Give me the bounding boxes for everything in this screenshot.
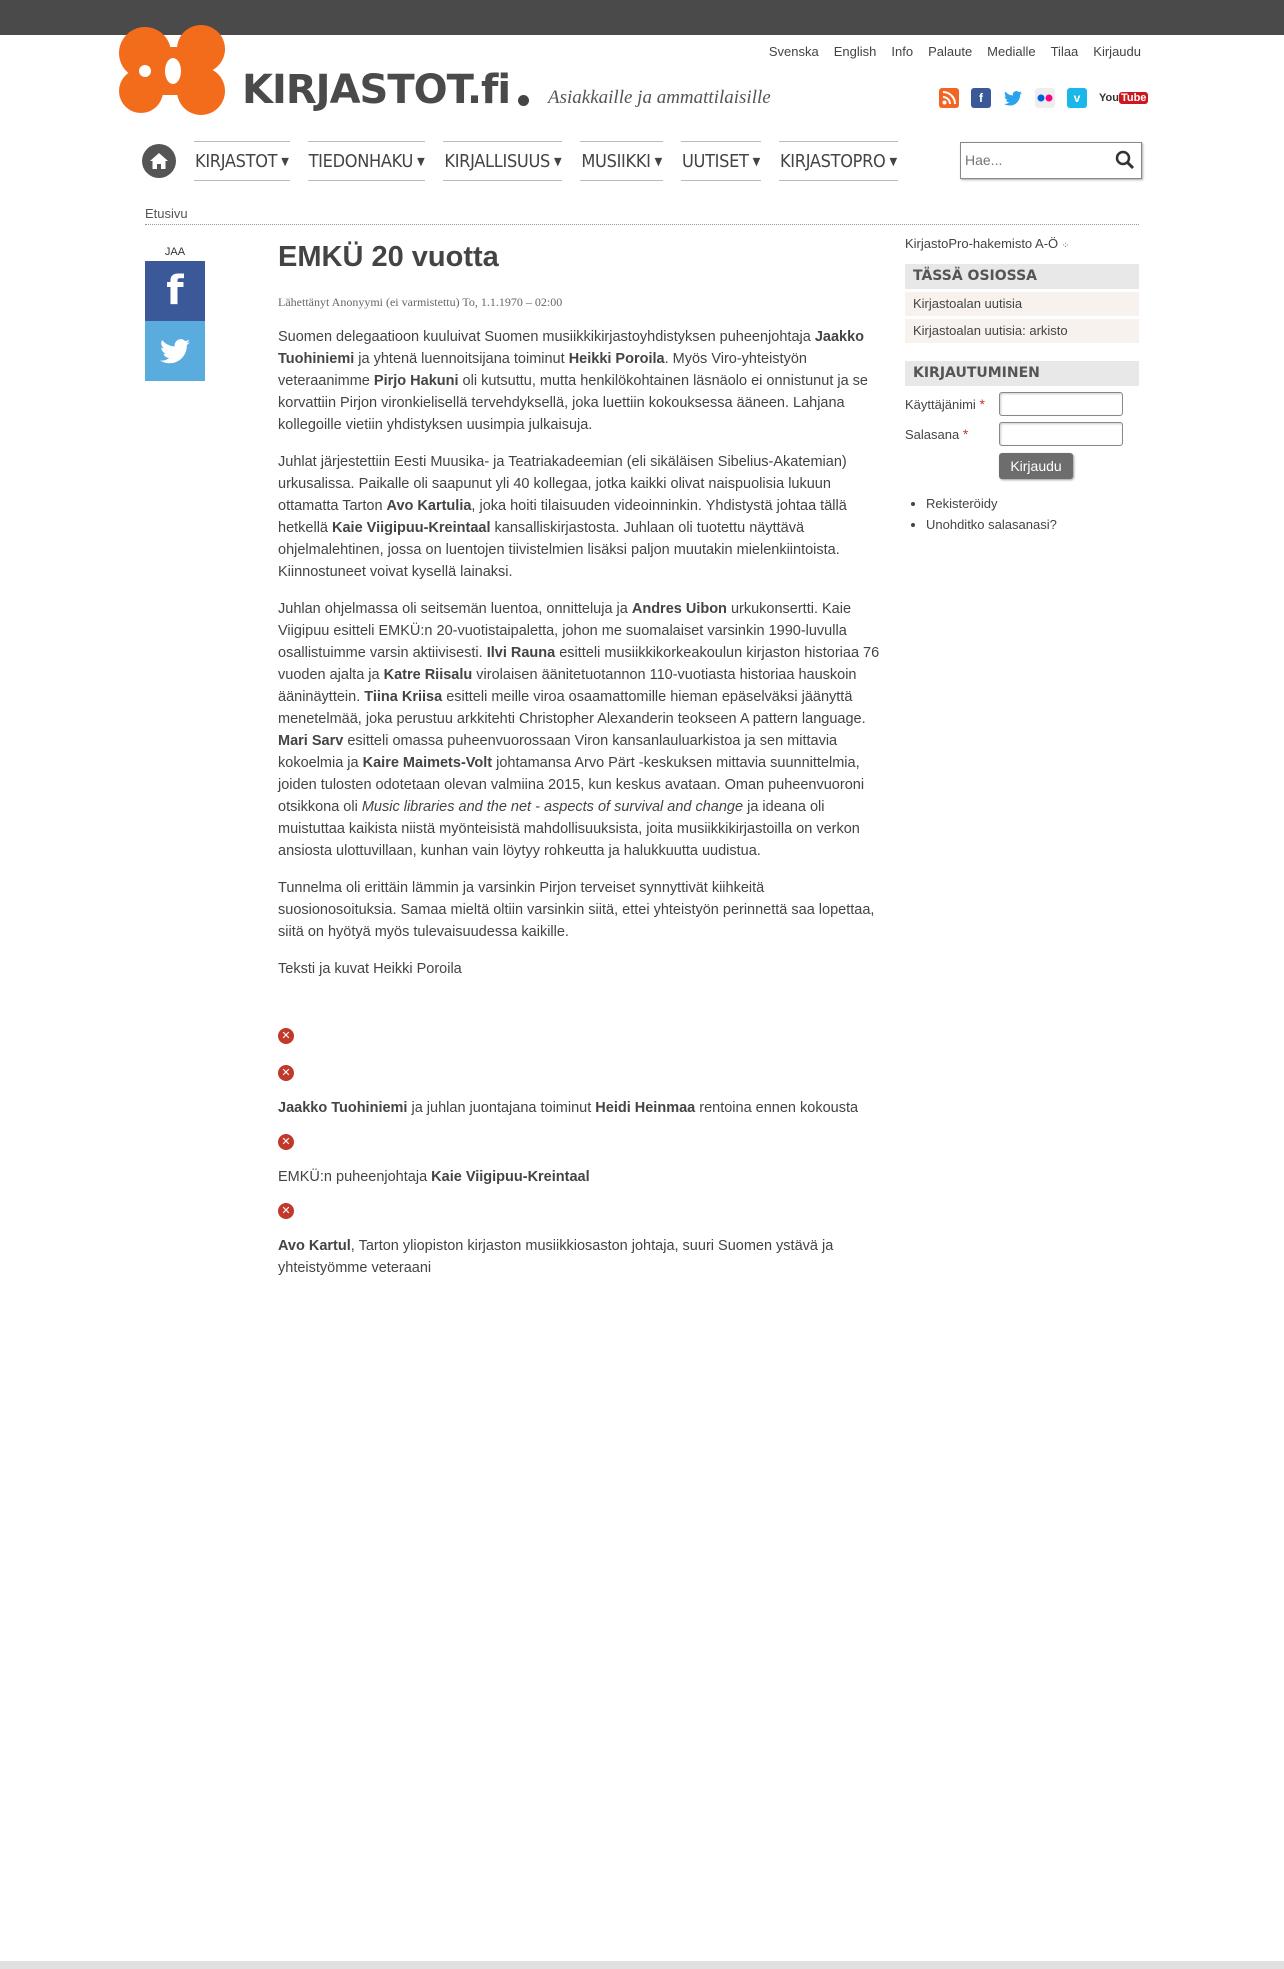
tagline-bullet <box>518 95 529 106</box>
forgot-password-link[interactable]: • Unohditko salasanasi? <box>926 514 1139 535</box>
facebook-icon: f <box>166 268 184 314</box>
login-links <box>905 493 1139 535</box>
username-label: Käyttäjänimi * <box>905 396 985 412</box>
top-links <box>769 44 1141 59</box>
bottom-bar <box>0 1961 1284 1969</box>
broken-image-icon: ✕ <box>278 1134 294 1150</box>
rss-icon[interactable] <box>939 88 959 108</box>
share-label: JAA <box>164 246 186 258</box>
divider <box>145 224 1139 225</box>
youtube-icon[interactable]: You Tube <box>1099 92 1147 104</box>
image-caption: Avo Kartul, Tarton yliopiston kirjaston musiikkiosaston johtaja, suuri Suomen ystävä ja yhteistyömme veteraani <box>278 1237 834 1276</box>
search-box <box>960 142 1142 179</box>
section-title: TÄSSÄ OSIOSSA <box>905 264 1139 289</box>
register-link[interactable]: • Rekisteröidy <box>926 493 1139 514</box>
chevron-down-icon: ▼ <box>889 154 897 168</box>
password-row <box>905 419 1139 449</box>
sidebar <box>905 236 1139 535</box>
username-row <box>905 389 1139 419</box>
top-link-kirjaudu[interactable]: Kirjaudu <box>1093 44 1141 59</box>
sidebar-item-news[interactable]: Kirjastoalan uutisia <box>905 292 1139 316</box>
chevron-down-icon: ▼ <box>417 154 425 168</box>
article-paragraph: Juhlan ohjelmassa oli seitsemän luentoa, onnitteluja ja Andres Uibon urkukonsertti. Kaie Viigipuu esitteli EMKÜ:n 20-vuotistaipaletta, johon me suomalaiset varsinkin 1990-luvulla osallistuimme varsin aktiivisesti. Ilvi Rauna esitteli musiikkikorkeakoulun kirjaston historiaa 76 vuoden ajalta ja Katre Riisalu virolaisen äänitetuotannon 110-vuotiasta historiaa hauskoin ääninäyttein. Tiina Kriisa esitteli meille viroa osaamattomille hieman epäselväksi jäänyttä menetelmää, joka perustuu arkkitehti Christopher Alexanderin teokseen A pattern language. Mari Sarv esitteli omassa puheenvuorossaan Viron kansanlauluarkistoa ja sen mittavia kokoelmia ja Kaire Maimets-Volt johtamansa Arvo Pärt -keskuksen mittavia suunnittelmia, joiden tulosten odotetaan olevan valmiina 2015, kun keskus avataan. Oman puheenvuoroni otsikkona oli Music libraries and the net - aspects of survival and change ja ideana oli muistuttaa kaikista niistä myönteisistä mahdollisuuksista, joita musiikkikirjastoilla on verkon ansiosta ulottuvillaan, kunhan vain löytyy rohkeutta ja halukkuutta uudistua. <box>278 600 880 859</box>
article-meta: Lähettänyt Anonyymi (ei varmistettu) To, 1.1.1970 – 02:00 <box>278 294 563 309</box>
social-links <box>939 88 1147 108</box>
vimeo-icon[interactable]: v <box>1067 88 1087 108</box>
article-paragraph: Tunnelma oli erittäin lämmin ja varsinkin Pirjon terveiset synnyttivät kiihkeitä suosionosoituksia. Samaa mieltä oltiin varsinkin siitä, ettei yhteistyön perinnettä saa lopettaa, siitä on hyötyä myös tulevaisuudessa kaikille. <box>278 879 875 940</box>
top-link-svenska[interactable]: Svenska <box>768 44 819 59</box>
password-label: Salasana * <box>905 426 969 442</box>
top-link-info[interactable]: Info <box>891 44 914 59</box>
broken-image-icon: ✕ <box>278 1065 294 1081</box>
nav-kirjallisuus[interactable]: KIRJALLISUUS ▼ <box>443 141 562 181</box>
search-icon[interactable] <box>1115 150 1135 174</box>
broken-image-icon: ✕ <box>278 1028 294 1044</box>
broken-image-icon: ✕ <box>278 1203 294 1219</box>
expand-icon: ⁘ <box>1061 240 1070 250</box>
main-nav <box>194 141 898 181</box>
share-facebook-button[interactable] <box>145 261 205 321</box>
tagline: Asiakkaille ja ammattilaisille <box>548 87 771 108</box>
search-input[interactable] <box>961 143 1105 176</box>
login-button[interactable]: Kirjaudu <box>999 453 1073 479</box>
facebook-icon[interactable]: f <box>971 88 991 108</box>
nav-tiedonhaku[interactable]: TIEDONHAKU ▼ <box>308 141 426 181</box>
sidebar-item-news-archive[interactable]: Kirjastoalan uutisia: arkisto <box>905 319 1139 343</box>
article-title: EMKÜ 20 vuotta <box>278 241 499 273</box>
chevron-down-icon: ▼ <box>281 154 289 168</box>
nav-kirjastopro[interactable]: KIRJASTOPRO ▼ <box>779 141 898 181</box>
image-caption: Jaakko Tuohiniemi ja juhlan juontajana toiminut Heidi Heinmaa rentoina ennen kokousta <box>278 1099 859 1116</box>
article-paragraph: Suomen delegaatioon kuuluivat Suomen musiikkikirjastoyhdistyksen puheenjohtaja Jaakko Tuohiniemi ja yhtenä luennoitsijana toiminut Heikki Poroila. Myös Viro-yhteistyön veteraanimme Pirjo Hakuni oli kutsuttu, mutta henkilökohtainen läsnäolo ei onnistunut ja se korvattiin Pirjon vironkielisellä tervehdyksellä, joka luettiin kokouksessa ääneen. Lahjana kollegoille vietiin yhdistyksen uusimpia julkaisuja. <box>278 328 868 433</box>
chevron-down-icon: ▼ <box>654 154 662 168</box>
article-paragraph: Juhlat järjestettiin Eesti Muusika- ja Teatriakadeemian (eli sikäläisen Sibelius-Akatemian) urkusalissa. Paikalle oli saapunut yli 40 kollegaa, jotka kaikki olivat naispuolisia lukuun ottamatta Tarton Avo Kartulia, joka hoiti tilaisuuden videoinninkin. Yhdistystä johtaa tällä hetkellä Kaie Viigipuu-Kreintaal kansalliskirjastosta. Juhlaan oli tuotettu näyttävä ohjelmalehtinen, jossa on luentojen tiivistelmien lisäksi paljon muutakin mielenkiintoista. Kiinnostuneet voivat kysellä lainaksi. <box>278 453 847 580</box>
nav-uutiset[interactable]: UUTISET ▼ <box>681 141 761 181</box>
logo-text[interactable]: KIRJASTOT.fi <box>242 67 511 113</box>
top-link-medialle[interactable]: Medialle <box>987 44 1036 59</box>
article-credit: Teksti ja kuvat Heikki Poroila <box>278 960 462 977</box>
nav-kirjastot[interactable]: KIRJASTOT ▼ <box>194 141 290 181</box>
breadcrumb[interactable]: Etusivu <box>145 206 188 221</box>
logo-icon[interactable] <box>117 25 229 115</box>
article <box>278 240 882 1294</box>
twitter-icon[interactable] <box>1003 88 1023 108</box>
top-link-tilaa[interactable]: Tilaa <box>1050 44 1079 59</box>
chevron-down-icon: ▼ <box>554 154 562 168</box>
home-icon[interactable] <box>142 144 176 178</box>
chevron-down-icon: ▼ <box>752 154 760 168</box>
login-title: KIRJAUTUMINEN <box>905 361 1139 386</box>
top-link-palaute[interactable]: Palaute <box>928 44 973 59</box>
image-caption: EMKÜ:n puheenjohtaja Kaie Viigipuu-Kreintaal <box>278 1168 590 1185</box>
username-input[interactable] <box>999 392 1123 416</box>
password-input[interactable] <box>999 422 1123 446</box>
twitter-icon <box>160 339 190 364</box>
nav-musiikki[interactable]: MUSIIKKI ▼ <box>580 141 663 181</box>
top-link-english[interactable]: English <box>833 44 877 59</box>
flickr-icon[interactable] <box>1035 88 1055 108</box>
directory-link[interactable]: KirjastoPro-hakemisto A-Ö ⁘ <box>905 236 1070 251</box>
share-twitter-button[interactable] <box>145 321 205 381</box>
